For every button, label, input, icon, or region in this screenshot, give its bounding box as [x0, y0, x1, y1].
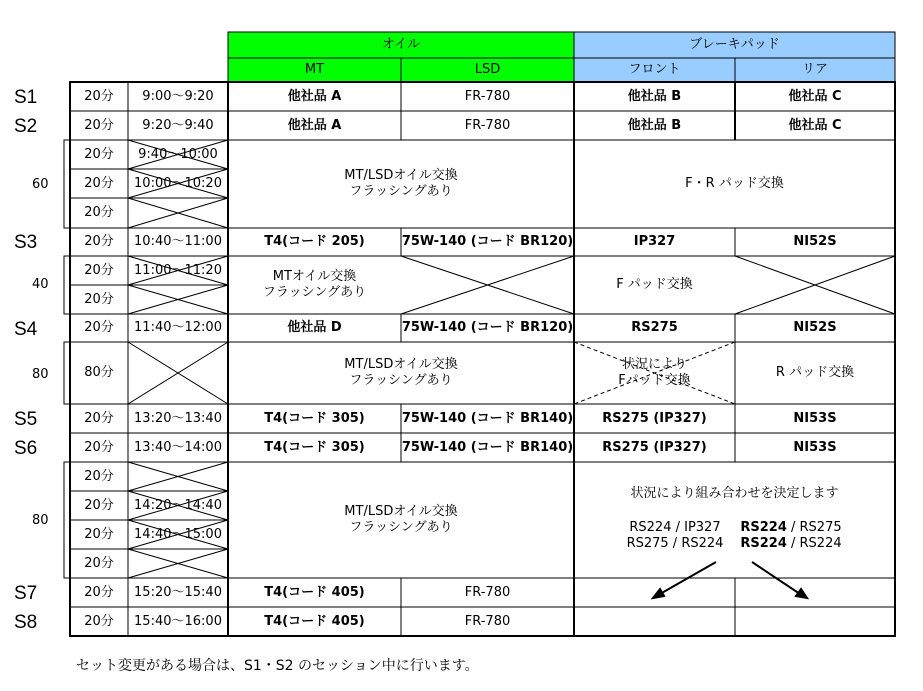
- duration-cell: 20分: [84, 584, 114, 600]
- duration-cell: 20分: [84, 291, 114, 307]
- brake-combination-title: 状況により組み合わせを決定します: [630, 486, 839, 501]
- front-conditional-line1: 状況により: [621, 357, 687, 372]
- combo-option-b2: [736, 536, 846, 552]
- oil-change-line2: フラッシングあり: [349, 520, 453, 535]
- duration-cell: 80分: [84, 365, 114, 380]
- session-label-s6: S6: [14, 438, 38, 459]
- combo-option-a1: RS224 / IP327: [629, 520, 721, 535]
- oil-change-line2: フラッシングあり: [349, 373, 453, 388]
- front-pad-conditional-note: [574, 342, 735, 404]
- oil-header-label: オイル: [381, 37, 421, 52]
- time-cell: 13:20〜13:40: [134, 410, 222, 426]
- duration-cell: 20分: [84, 526, 114, 542]
- session-label-s5: S5: [14, 409, 38, 430]
- combo-option-b1: [736, 520, 846, 536]
- mt-oil-cell: 他社品 D: [287, 320, 342, 335]
- duration-cell: 20分: [84, 117, 114, 133]
- front-pad-cell: IP327: [633, 234, 676, 249]
- lsd-oil-cell: 75W-140 (コード BR120): [401, 234, 574, 249]
- combo-option-b2-bold: RS224: [740, 536, 787, 551]
- rear-pad-cell: 他社品 C: [788, 117, 842, 133]
- duration-cell: 20分: [84, 410, 114, 426]
- time-cell: 13:40〜14:00: [134, 439, 222, 455]
- group-label-40: 40: [32, 277, 49, 292]
- combo-option-b1-rest: / RS275: [786, 520, 842, 535]
- front-pad-cell: 他社品 B: [627, 117, 682, 133]
- time-cell: 9:40〜10:00: [138, 146, 218, 162]
- mt-oil-cell: 他社品 A: [287, 117, 342, 133]
- duration-cell: 20分: [84, 613, 114, 629]
- session-label-s7: S7: [14, 583, 38, 604]
- mt-oil-cell: T4(コード 205): [264, 234, 365, 249]
- oil-change-line2: フラッシングあり: [262, 285, 367, 300]
- duration-cell: 20分: [84, 320, 114, 335]
- mt-oil-cell: T4(コード 305): [264, 439, 365, 455]
- mt-header-label: MT: [304, 62, 325, 77]
- time-cell: 9:00〜9:20: [142, 88, 214, 104]
- time-cell: 10:00〜10:20: [134, 175, 222, 191]
- combo-option-b1-bold: RS224: [740, 520, 787, 535]
- footer-note: セット変更がある場合は、S1・S2 のセッション中に行います。: [76, 658, 479, 674]
- duration-cell: 20分: [84, 262, 114, 278]
- lsd-oil-cell: FR-780: [464, 88, 511, 104]
- mt-oil-cell: 他社品 A: [287, 88, 342, 104]
- front-pad-cell: RS275 (IP327): [602, 410, 707, 426]
- oil-change-line1: MT/LSDオイル交換: [344, 357, 458, 372]
- duration-cell: 20分: [84, 205, 114, 220]
- time-cell: 15:40〜16:00: [134, 613, 222, 629]
- oil-change-note: [228, 462, 574, 578]
- oil-change-line1: MTオイル交換: [272, 269, 357, 284]
- duration-cell: 20分: [84, 88, 114, 104]
- duration-cell: 20分: [84, 234, 114, 249]
- duration-cell: 20分: [84, 468, 114, 484]
- group-label-60: 60: [32, 177, 49, 192]
- oil-change-line2: フラッシングあり: [349, 184, 453, 199]
- rear-pad-cell: NI52S: [793, 234, 837, 249]
- combo-option-b2-rest: / RS224: [786, 536, 842, 551]
- duration-cell: 20分: [84, 555, 114, 571]
- mt-oil-cell: T4(コード 305): [264, 410, 365, 426]
- mt-oil-cell: T4(コード 405): [264, 584, 365, 600]
- oil-change-line1: MT/LSDオイル交換: [344, 504, 458, 519]
- front-conditional-line2: Fパッド交換: [618, 373, 691, 388]
- session-label-s3: S3: [14, 232, 38, 253]
- oil-change-line1: MT/LSDオイル交換: [344, 168, 458, 183]
- front-pad-cell: RS275 (IP327): [602, 439, 707, 455]
- lsd-oil-cell: 75W-140 (コード BR140): [401, 410, 574, 426]
- brake-header-label: ブレーキパッド: [689, 37, 780, 52]
- front-pad-cell: 他社品 B: [627, 88, 682, 104]
- session-label-s4: S4: [14, 319, 38, 340]
- rear-pad-cell: NI53S: [793, 439, 837, 455]
- group-label-80a: 80: [32, 367, 49, 382]
- time-cell: 15:20〜15:40: [134, 584, 222, 600]
- session-label-s8: S8: [14, 612, 38, 633]
- session-label-s1: S1: [14, 87, 38, 108]
- oil-change-note: [228, 140, 574, 228]
- combo-option-a2: RS275 / RS224: [626, 536, 724, 551]
- time-cell: 9:20〜9:40: [142, 117, 214, 133]
- mt-oil-cell: T4(コード 405): [264, 613, 365, 629]
- duration-cell: 20分: [84, 497, 114, 513]
- rear-pad-cell: NI53S: [793, 410, 837, 426]
- duration-cell: 20分: [84, 439, 114, 455]
- duration-cell: 20分: [84, 175, 114, 191]
- front-pad-cell: RS275: [631, 320, 678, 335]
- mt-oil-change-note: [228, 256, 401, 314]
- lsd-oil-cell: FR-780: [464, 584, 511, 600]
- oil-change-note: [228, 342, 574, 404]
- lsd-header-label: LSD: [474, 62, 501, 77]
- front-header-label: フロント: [628, 62, 681, 77]
- lsd-oil-cell: 75W-140 (コード BR120): [401, 320, 574, 335]
- lsd-oil-cell: FR-780: [464, 117, 511, 133]
- rear-pad-cell: NI52S: [793, 320, 837, 335]
- time-cell: 14:40〜15:00: [134, 526, 222, 542]
- duration-cell: 20分: [84, 146, 114, 162]
- front-pad-change-note: F パッド交換: [616, 277, 693, 292]
- time-cell: 11:40〜12:00: [134, 320, 222, 335]
- time-cell: 14:20〜14:40: [134, 497, 222, 513]
- time-cell: 10:40〜11:00: [134, 234, 222, 249]
- rear-header-label: リア: [801, 62, 828, 77]
- session-label-s2: S2: [14, 116, 38, 137]
- group-label-80b: 80: [32, 513, 49, 528]
- rear-pad-cell: 他社品 C: [788, 88, 842, 104]
- brake-change-note: F・R パッド交換: [685, 176, 784, 191]
- lsd-oil-cell: 75W-140 (コード BR140): [401, 439, 574, 455]
- lsd-oil-cell: FR-780: [464, 613, 511, 629]
- rear-pad-change-note: R パッド交換: [775, 365, 855, 380]
- time-cell: 11:00〜11:20: [134, 262, 222, 278]
